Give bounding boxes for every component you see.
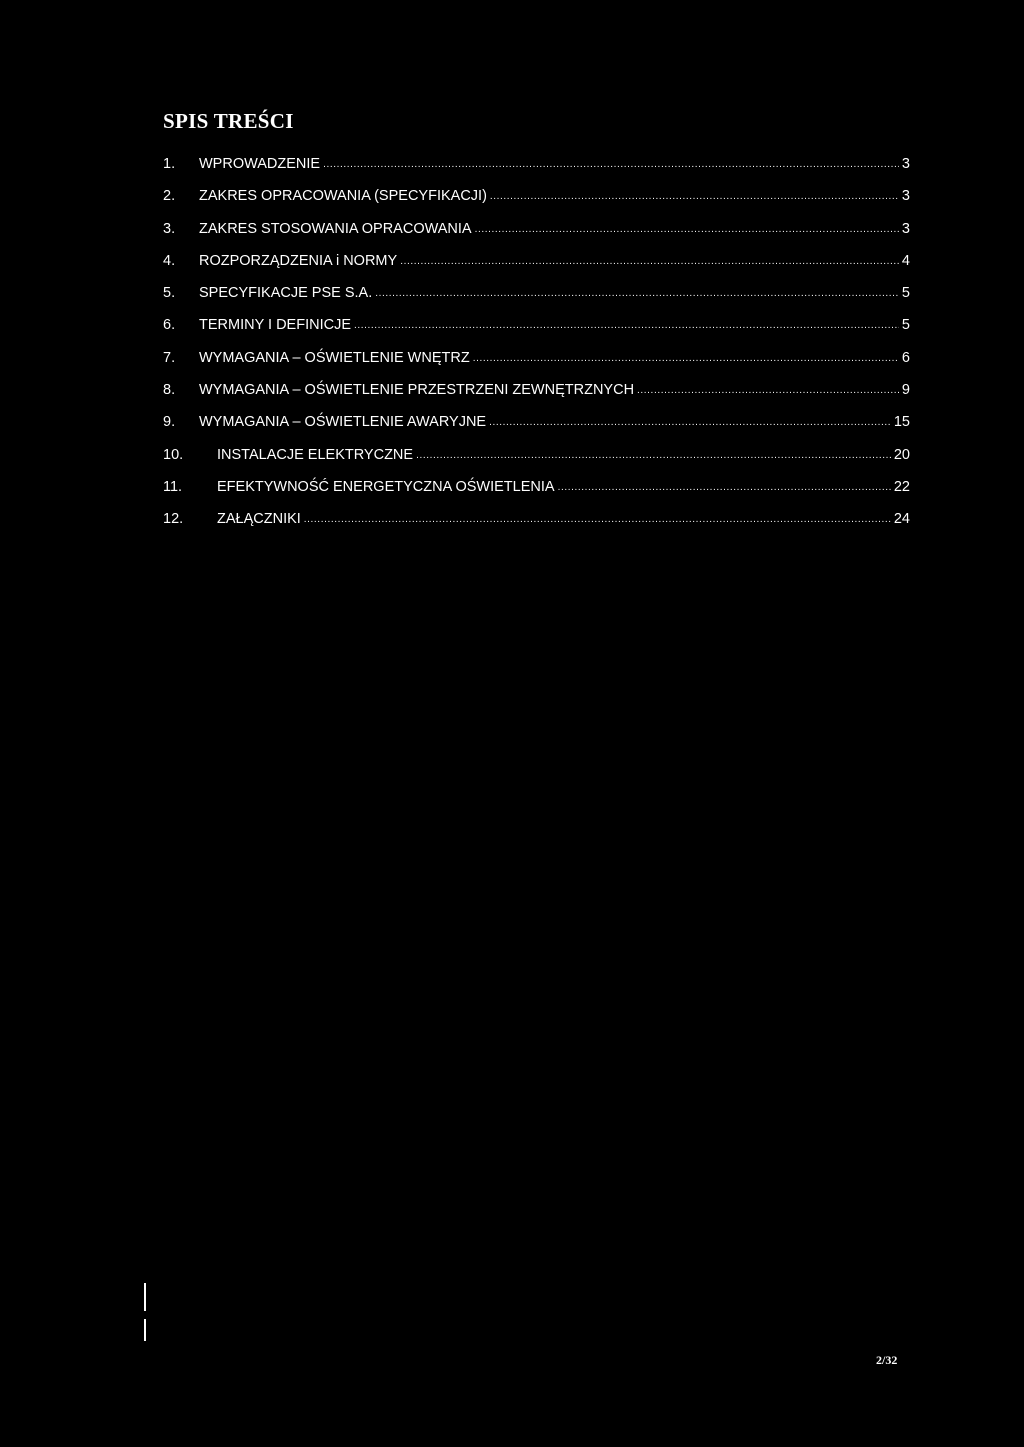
toc-dot-leader bbox=[473, 348, 899, 370]
toc-entry-label: WYMAGANIA – OŚWIETLENIE PRZESTRZENI ZEWNĘTRZNYCH bbox=[199, 382, 635, 399]
toc-dot-leader bbox=[354, 315, 899, 337]
page-number: 2/32 bbox=[876, 1353, 898, 1367]
toc-entry-number: 3. bbox=[163, 220, 176, 237]
toc-entry-number: 1. bbox=[163, 156, 176, 172]
toc-entry-label: TERMINY I DEFINICJE bbox=[199, 317, 351, 334]
toc-entry[interactable] bbox=[163, 444, 910, 476]
toc-title: SPIS TREŚCI bbox=[163, 109, 294, 133]
toc-entry-number: 10. bbox=[163, 446, 184, 463]
toc-entry-page: 24 bbox=[893, 511, 910, 528]
toc-entry-number: 5. bbox=[163, 285, 176, 302]
toc-entry[interactable] bbox=[163, 282, 910, 314]
toc-dot-leader bbox=[323, 154, 899, 176]
toc-entry-page: 4 bbox=[901, 252, 910, 269]
toc-entry-page: 15 bbox=[893, 414, 910, 431]
toc-entry-number: 8. bbox=[163, 382, 176, 399]
toc-dot-leader bbox=[304, 509, 891, 531]
toc-entry[interactable] bbox=[163, 314, 910, 346]
toc-entry-label: WPROWADZENIE bbox=[199, 156, 321, 172]
toc-entry-page: 3 bbox=[901, 220, 910, 237]
toc-entry-number: 4. bbox=[163, 252, 176, 269]
toc-entry[interactable] bbox=[163, 185, 910, 217]
toc-entry-page: 9 bbox=[901, 382, 910, 399]
toc-entry-page: 3 bbox=[901, 188, 910, 205]
toc-entry[interactable] bbox=[163, 250, 910, 282]
toc-entry-number: 7. bbox=[163, 349, 176, 366]
toc-entry[interactable] bbox=[163, 347, 910, 379]
margin-change-bar bbox=[144, 1283, 146, 1311]
margin-change-bars bbox=[144, 1283, 148, 1343]
toc-entry[interactable] bbox=[163, 218, 910, 250]
toc-entry-label: INSTALACJE ELEKTRYCZNE bbox=[217, 446, 414, 463]
margin-change-bar bbox=[144, 1319, 146, 1341]
toc-entry[interactable] bbox=[163, 508, 910, 540]
toc-entry-label: ZAKRES STOSOWANIA OPRACOWANIA bbox=[199, 220, 472, 237]
toc-entry-number: 9. bbox=[163, 414, 176, 431]
toc-entry-page: 5 bbox=[901, 285, 910, 302]
toc-dot-leader bbox=[489, 412, 891, 434]
toc-entry-number: 11. bbox=[163, 478, 183, 495]
toc-dot-leader bbox=[375, 283, 899, 305]
toc-dot-leader bbox=[416, 445, 891, 467]
toc-entry-number: 2. bbox=[163, 188, 176, 205]
toc-entry-number: 6. bbox=[163, 317, 176, 334]
toc-entry-label: WYMAGANIA – OŚWIETLENIE WNĘTRZ bbox=[199, 349, 470, 366]
toc-dot-leader bbox=[558, 477, 891, 499]
toc-entry[interactable] bbox=[163, 379, 910, 411]
toc-entry-number: 12. bbox=[163, 511, 184, 528]
table-of-contents bbox=[163, 153, 910, 541]
toc-entry[interactable] bbox=[163, 411, 910, 443]
toc-entry-page: 5 bbox=[901, 317, 910, 334]
toc-entry-label: WYMAGANIA – OŚWIETLENIE AWARYJNE bbox=[199, 414, 487, 431]
toc-dot-leader bbox=[637, 380, 899, 402]
toc-entry-page: 3 bbox=[901, 156, 910, 172]
toc-entry-label: SPECYFIKACJE PSE S.A. bbox=[199, 285, 373, 302]
toc-dot-leader bbox=[400, 251, 899, 273]
toc-entry-label: ROZPORZĄDZENIA i NORMY bbox=[199, 252, 398, 269]
toc-dot-leader bbox=[475, 219, 899, 241]
toc-entry-label: ZAKRES OPRACOWANIA (SPECYFIKACJI) bbox=[199, 188, 487, 205]
toc-entry[interactable] bbox=[163, 476, 910, 508]
toc-entry-page: 22 bbox=[893, 478, 910, 495]
toc-entry-label: EFEKTYWNOŚĆ ENERGETYCZNA OŚWIETLENIA bbox=[217, 478, 555, 495]
toc-entry-label: ZAŁĄCZNIKI bbox=[217, 511, 301, 528]
toc-dot-leader bbox=[490, 186, 899, 208]
toc-entry-page: 20 bbox=[893, 446, 910, 463]
toc-entry-page: 6 bbox=[901, 349, 910, 366]
toc-entry[interactable] bbox=[163, 153, 910, 185]
